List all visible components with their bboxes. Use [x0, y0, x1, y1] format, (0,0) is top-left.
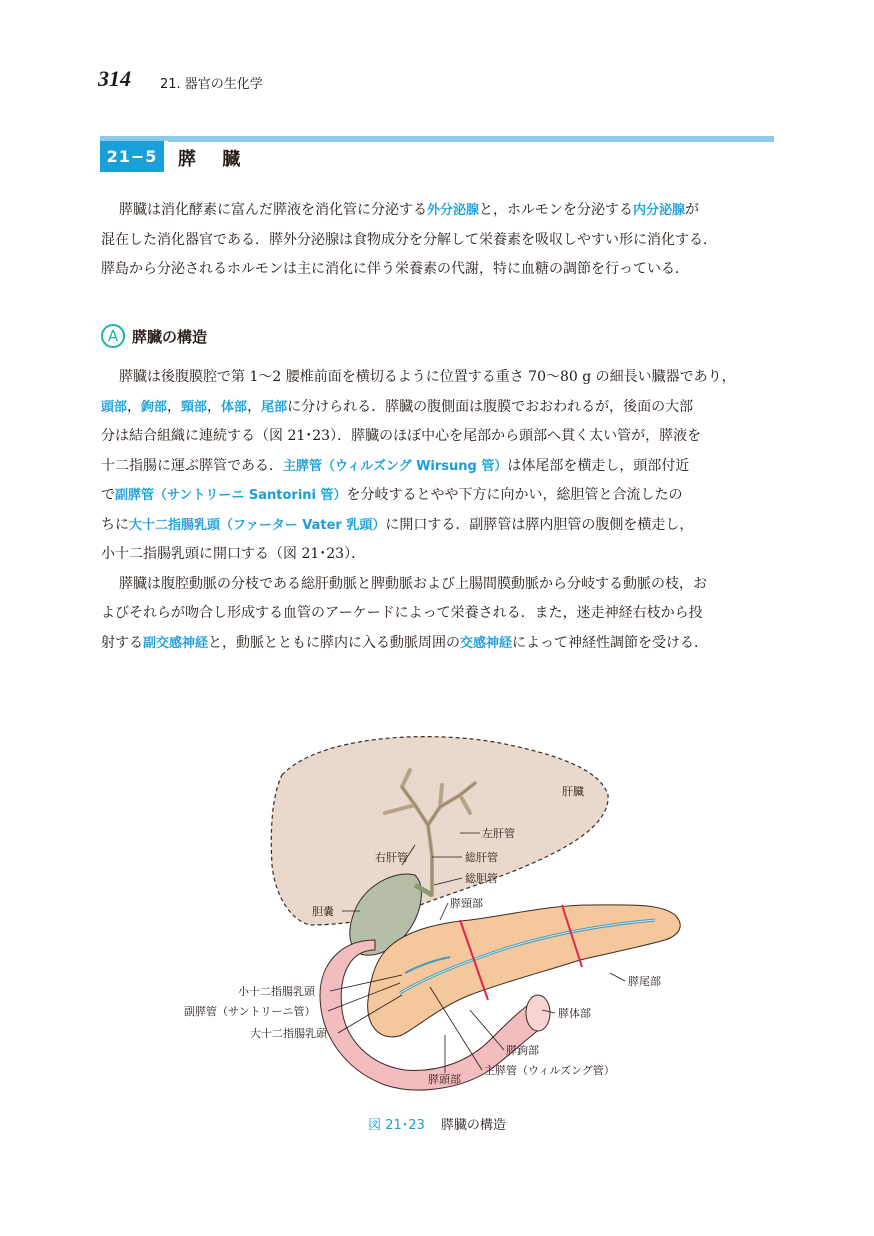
keyword-endocrine: 内分泌腺: [633, 203, 686, 218]
label-pancreatic-neck: 膵頸部: [450, 897, 483, 910]
page-number: 314: [98, 66, 131, 91]
body-line-4: 十二指腸に運ぶ膵管である．主膵管（ウィルズング Wirsung 管）は体尾部を横走し，頭部付近: [101, 457, 690, 474]
pancreas-diagram: [170, 725, 710, 1105]
label-pancreatic-body: 膵体部: [558, 1007, 591, 1020]
chapter-title: 21. 器官の生化学: [160, 77, 263, 92]
body-line-2: 頭部，鉤部，頸部，体部，尾部に分けられる．膵臓の腹側面は腹膜でおおわれるが，後面の大部: [101, 398, 694, 415]
section-rule-thin: [168, 141, 774, 142]
section-title: 膵 臓: [178, 149, 251, 170]
intro-line-1: 膵臓は消化酵素に富んだ膵液を消化管に分泌する外分泌腺と，ホルモンを分泌する内分泌腺が: [119, 202, 700, 218]
intro-line-3: 膵島から分泌されるホルモンは主に消化に伴う栄養素の代謝，特に血糖の調節を行っている．: [101, 261, 689, 277]
figure-caption: [0, 1114, 874, 1133]
body-line-1: 膵臓は後腹膜腔で第 1〜2 腰椎前面を横切るように位置する重さ 70〜80 g の細長い臓器であり，: [119, 369, 736, 385]
body-line-3: 分は結合組織に連続する（図 21･23）．膵臓のほぼ中心を尾部から頭部へ貫く太い管が，膵液を: [101, 428, 702, 444]
keyword-sympathetic: 交感神経: [460, 635, 513, 651]
intro-paragraph: [101, 196, 777, 285]
keyword-accessory-duct: 副膵管（サントリーニ Santorini 管）: [115, 488, 347, 503]
keyword-head: 頭部: [101, 399, 128, 415]
label-accessory-duct: 副膵管（サントリーニ管）: [184, 1005, 316, 1018]
keyword-main-duct: 主膵管（ウィルズング Wirsung 管）: [283, 458, 508, 474]
label-gallbladder: 胆嚢: [312, 905, 334, 918]
label-minor-papilla: 小十二指腸乳頭: [238, 985, 315, 998]
body-line-7: 小十二指腸乳頭に開口する（図 21･23）．: [101, 546, 366, 562]
keyword-body: 体部: [221, 399, 248, 415]
body-line-8: 膵臓は腹腔動脈の分枝である総肝動脈と脾動脈および上腸間膜動脈から分岐する動脈の枝，お: [119, 575, 707, 592]
label-left-hepatic-duct: 左肝管: [482, 827, 515, 840]
keyword-major-papilla: 大十二指腸乳頭（ファーター Vater 乳頭）: [129, 517, 386, 533]
label-main-duct: 主膵管（ウィルズング管）: [484, 1064, 615, 1077]
body-line-10: 射する副交感神経と，動脈とともに膵内に入る動脈周囲の交感神経によって神経性調節を受ける．: [101, 634, 709, 651]
figure-title: 膵臓の構造: [440, 1118, 506, 1133]
keyword-tail: 尾部: [261, 399, 288, 415]
figure-number: 図 21･23: [368, 1118, 425, 1133]
label-major-papilla: 大十二指腸乳頭: [250, 1027, 327, 1040]
label-pancreatic-head: 膵頭部: [428, 1073, 461, 1086]
keyword-parasympathetic: 副交感神経: [143, 635, 209, 651]
label-right-hepatic-duct: 右肝管: [375, 851, 408, 864]
body-line-5: で副膵管（サントリーニ Santorini 管）を分岐するとやや下方に向かい，総胆管と合流したの: [101, 487, 683, 503]
label-common-hepatic-duct: 総肝管: [465, 851, 498, 864]
subsection-heading: [101, 322, 207, 350]
intro-line-2: 混在した消化器官である．膵外分泌腺は食物成分を分解して栄養素を吸収しやすい形に消化する．: [101, 231, 717, 248]
body-line-6: ちに大十二指腸乳頭（ファーター Vater 乳頭）に開口する．副膵管は膵内胆管の腹側を横走し，: [101, 516, 694, 533]
section-number: 21−5: [100, 141, 164, 172]
label-uncinate: 膵鉤部: [506, 1044, 539, 1057]
keyword-uncinate: 鉤部: [141, 399, 168, 415]
body-paragraph-1: [101, 363, 777, 658]
label-liver: 肝臓: [562, 785, 584, 798]
subsection-title: 膵臓の構造: [132, 327, 208, 346]
label-pancreatic-tail: 膵尾部: [628, 975, 661, 988]
subsection-letter-badge: A: [101, 324, 125, 348]
liver-shape: [271, 737, 608, 925]
label-common-bile-duct: 総胆管: [465, 872, 498, 885]
keyword-neck: 頸部: [181, 399, 208, 415]
keyword-exocrine: 外分泌腺: [427, 203, 480, 218]
body-line-9: よびそれらが吻合し形成する血管のアーケードによって栄養される．また，迷走神経右枝から投: [101, 605, 703, 621]
